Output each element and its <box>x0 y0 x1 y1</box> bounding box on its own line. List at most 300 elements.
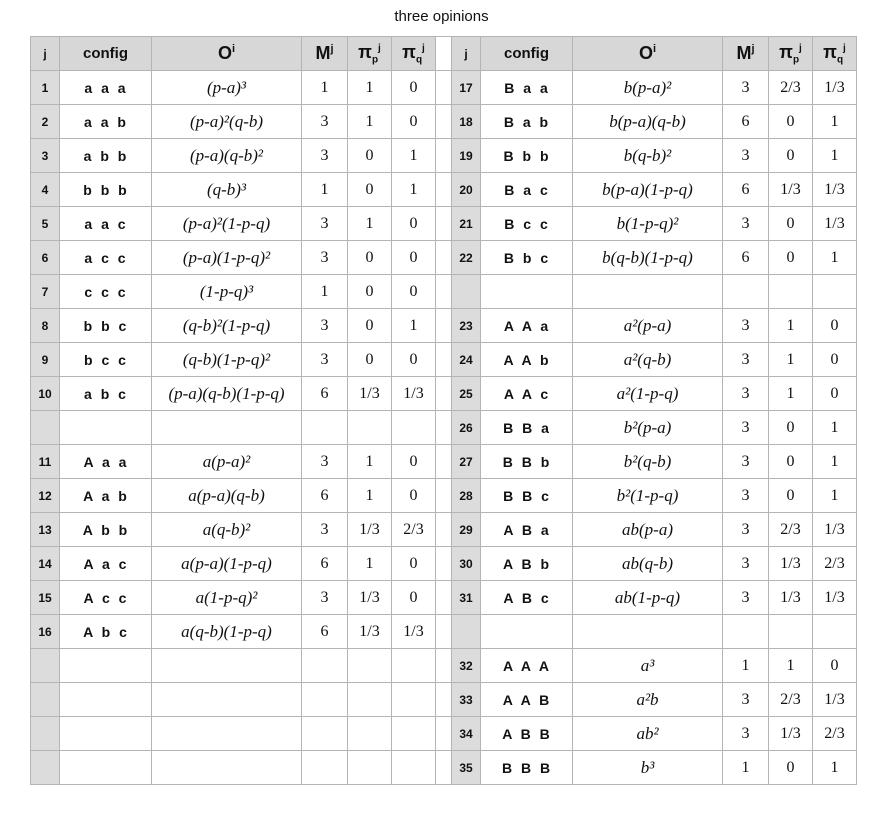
left-multiplicity-cell: 1 <box>302 275 348 309</box>
left-formula-cell: a(p-a)(1-p-q) <box>152 547 302 581</box>
opinions-table <box>30 36 857 785</box>
right-j-cell <box>452 275 481 309</box>
right-pi-q-cell: 1/3 <box>813 513 857 547</box>
right-multiplicity-cell <box>723 615 769 649</box>
right-pi-q-cell: 1 <box>813 411 857 445</box>
right-multiplicity-cell: 1 <box>723 649 769 683</box>
table-row <box>31 751 857 785</box>
left-pi-p-cell: 0 <box>348 139 392 173</box>
left-config-cell: A a c <box>60 547 152 581</box>
right-formula-cell: ab(q-b) <box>573 547 723 581</box>
left-multiplicity-cell: 3 <box>302 513 348 547</box>
left-pi-q-cell: 0 <box>392 547 436 581</box>
right-config-cell: B a c <box>481 173 573 207</box>
column-gap <box>436 547 452 581</box>
right-pi-q-cell: 1/3 <box>813 71 857 105</box>
left-j-cell: 14 <box>31 547 60 581</box>
column-gap <box>436 717 452 751</box>
table-row <box>31 717 857 751</box>
right-multiplicity-cell: 3 <box>723 479 769 513</box>
header-config: config <box>60 37 152 71</box>
right-formula-cell: b²(q-b) <box>573 445 723 479</box>
left-config-cell <box>60 717 152 751</box>
right-j-cell: 30 <box>452 547 481 581</box>
right-pi-q-cell: 1 <box>813 241 857 275</box>
right-pi-p-cell: 1 <box>769 343 813 377</box>
right-pi-q-cell: 1 <box>813 751 857 785</box>
right-config-cell: B b b <box>481 139 573 173</box>
left-pi-q-cell <box>392 649 436 683</box>
left-config-cell: a a c <box>60 207 152 241</box>
right-j-cell: 25 <box>452 377 481 411</box>
right-formula-cell: ab(1-p-q) <box>573 581 723 615</box>
column-gap <box>436 105 452 139</box>
column-gap <box>436 309 452 343</box>
left-pi-p-cell <box>348 411 392 445</box>
right-formula-cell: a³ <box>573 649 723 683</box>
right-multiplicity-cell: 3 <box>723 377 769 411</box>
right-pi-p-cell <box>769 275 813 309</box>
header-j: j <box>31 37 60 71</box>
header-pi-p: $\pi_p^j$ <box>348 37 392 71</box>
left-config-cell: a c c <box>60 241 152 275</box>
right-multiplicity-cell: 3 <box>723 343 769 377</box>
right-multiplicity-cell <box>723 275 769 309</box>
left-multiplicity-cell: 3 <box>302 343 348 377</box>
right-pi-p-cell: 1/3 <box>769 547 813 581</box>
right-multiplicity-cell: 3 <box>723 547 769 581</box>
right-j-cell: 17 <box>452 71 481 105</box>
left-multiplicity-cell: 3 <box>302 309 348 343</box>
left-pi-p-cell: 1/3 <box>348 377 392 411</box>
right-formula-cell: b(p-a)(q-b) <box>573 105 723 139</box>
right-config-cell <box>481 615 573 649</box>
right-formula-cell: a²(q-b) <box>573 343 723 377</box>
left-j-cell: 13 <box>31 513 60 547</box>
left-pi-q-cell: 0 <box>392 207 436 241</box>
right-j-cell: 21 <box>452 207 481 241</box>
right-pi-q-cell: 0 <box>813 649 857 683</box>
right-pi-p-cell: 1/3 <box>769 717 813 751</box>
left-pi-q-cell: 1/3 <box>392 377 436 411</box>
left-pi-p-cell: 1 <box>348 547 392 581</box>
left-j-cell: 2 <box>31 105 60 139</box>
left-formula-cell: (p-a)(q-b)(1-p-q) <box>152 377 302 411</box>
left-pi-p-cell <box>348 751 392 785</box>
left-multiplicity-cell: 3 <box>302 445 348 479</box>
header-m: $M^j$ <box>723 37 769 71</box>
left-multiplicity-cell: 3 <box>302 139 348 173</box>
right-pi-p-cell: 0 <box>769 411 813 445</box>
right-config-cell: A A A <box>481 649 573 683</box>
header-pi-q: $\pi_q^j$ <box>392 37 436 71</box>
left-formula-cell: a(1-p-q)² <box>152 581 302 615</box>
left-j-cell: 10 <box>31 377 60 411</box>
right-pi-q-cell: 1 <box>813 445 857 479</box>
header-m: $M^j$ <box>302 37 348 71</box>
left-formula-cell: (q-b)³ <box>152 173 302 207</box>
left-formula-cell <box>152 717 302 751</box>
left-j-cell <box>31 649 60 683</box>
right-pi-p-cell: 1 <box>769 649 813 683</box>
left-pi-q-cell: 0 <box>392 241 436 275</box>
right-formula-cell: b²(p-a) <box>573 411 723 445</box>
left-j-cell: 1 <box>31 71 60 105</box>
right-config-cell: A B a <box>481 513 573 547</box>
right-pi-q-cell <box>813 275 857 309</box>
column-gap <box>436 207 452 241</box>
header-config: config <box>481 37 573 71</box>
right-config-cell: B B B <box>481 751 573 785</box>
left-formula-cell: a(p-a)(q-b) <box>152 479 302 513</box>
right-formula-cell: b²(1-p-q) <box>573 479 723 513</box>
left-multiplicity-cell <box>302 683 348 717</box>
left-multiplicity-cell: 3 <box>302 581 348 615</box>
right-multiplicity-cell: 6 <box>723 105 769 139</box>
left-j-cell: 6 <box>31 241 60 275</box>
left-pi-q-cell <box>392 411 436 445</box>
left-pi-p-cell: 1 <box>348 207 392 241</box>
right-formula-cell <box>573 615 723 649</box>
right-formula-cell: a²b <box>573 683 723 717</box>
table-row <box>31 649 857 683</box>
right-pi-p-cell: 1/3 <box>769 173 813 207</box>
right-j-cell: 24 <box>452 343 481 377</box>
column-gap <box>436 445 452 479</box>
column-gap <box>436 343 452 377</box>
left-formula-cell: a(q-b)² <box>152 513 302 547</box>
left-formula-cell: (p-a)(q-b)² <box>152 139 302 173</box>
left-multiplicity-cell: 1 <box>302 173 348 207</box>
right-pi-q-cell: 1 <box>813 479 857 513</box>
right-multiplicity-cell: 6 <box>723 173 769 207</box>
column-gap <box>436 615 452 649</box>
table-row <box>31 479 857 513</box>
table-row <box>31 683 857 717</box>
right-multiplicity-cell: 6 <box>723 241 769 275</box>
right-formula-cell: b(q-b)² <box>573 139 723 173</box>
left-multiplicity-cell: 3 <box>302 105 348 139</box>
left-pi-q-cell: 0 <box>392 479 436 513</box>
table-row <box>31 241 857 275</box>
column-gap <box>436 649 452 683</box>
left-pi-p-cell: 1/3 <box>348 513 392 547</box>
left-pi-q-cell: 0 <box>392 581 436 615</box>
right-config-cell: A A b <box>481 343 573 377</box>
right-multiplicity-cell: 3 <box>723 207 769 241</box>
left-pi-q-cell: 1 <box>392 173 436 207</box>
left-formula-cell: (p-a)²(q-b) <box>152 105 302 139</box>
left-j-cell: 11 <box>31 445 60 479</box>
table-row <box>31 139 857 173</box>
table-row <box>31 547 857 581</box>
column-gap <box>436 513 452 547</box>
header-row <box>31 37 857 71</box>
left-pi-p-cell: 1 <box>348 105 392 139</box>
right-config-cell: A B c <box>481 581 573 615</box>
right-multiplicity-cell: 1 <box>723 751 769 785</box>
right-config-cell: A A a <box>481 309 573 343</box>
right-config-cell: B B b <box>481 445 573 479</box>
right-formula-cell: ab(p-a) <box>573 513 723 547</box>
left-config-cell: b b b <box>60 173 152 207</box>
right-formula-cell: ab² <box>573 717 723 751</box>
left-config-cell: a a a <box>60 71 152 105</box>
header-o: $O^i$ <box>573 37 723 71</box>
left-pi-q-cell: 0 <box>392 445 436 479</box>
left-pi-q-cell: 1 <box>392 309 436 343</box>
left-formula-cell: a(q-b)(1-p-q) <box>152 615 302 649</box>
right-pi-p-cell: 0 <box>769 445 813 479</box>
header-j: j <box>452 37 481 71</box>
right-config-cell: A A B <box>481 683 573 717</box>
column-gap <box>436 275 452 309</box>
right-formula-cell: b(q-b)(1-p-q) <box>573 241 723 275</box>
right-formula-cell: b(1-p-q)² <box>573 207 723 241</box>
right-j-cell: 18 <box>452 105 481 139</box>
left-pi-q-cell <box>392 683 436 717</box>
right-config-cell: B c c <box>481 207 573 241</box>
column-gap <box>436 71 452 105</box>
left-pi-q-cell: 1/3 <box>392 615 436 649</box>
right-j-cell: 23 <box>452 309 481 343</box>
left-pi-q-cell <box>392 717 436 751</box>
left-j-cell: 5 <box>31 207 60 241</box>
left-multiplicity-cell: 6 <box>302 377 348 411</box>
left-pi-p-cell: 1 <box>348 479 392 513</box>
column-gap <box>436 241 452 275</box>
left-multiplicity-cell: 3 <box>302 241 348 275</box>
left-multiplicity-cell <box>302 411 348 445</box>
right-pi-q-cell: 2/3 <box>813 717 857 751</box>
left-pi-q-cell: 0 <box>392 343 436 377</box>
left-formula-cell <box>152 683 302 717</box>
right-pi-p-cell: 0 <box>769 751 813 785</box>
column-gap <box>436 411 452 445</box>
table-row <box>31 71 857 105</box>
column-gap <box>436 479 452 513</box>
left-formula-cell: (p-a)²(1-p-q) <box>152 207 302 241</box>
header-o: $O^i$ <box>152 37 302 71</box>
right-j-cell <box>452 615 481 649</box>
left-multiplicity-cell <box>302 649 348 683</box>
right-multiplicity-cell: 3 <box>723 71 769 105</box>
right-pi-q-cell: 0 <box>813 377 857 411</box>
left-config-cell: a a b <box>60 105 152 139</box>
table-row <box>31 513 857 547</box>
left-pi-p-cell: 1/3 <box>348 615 392 649</box>
right-multiplicity-cell: 3 <box>723 139 769 173</box>
table-title: three opinions <box>394 8 489 25</box>
right-pi-q-cell <box>813 615 857 649</box>
right-pi-p-cell: 0 <box>769 105 813 139</box>
right-pi-q-cell: 2/3 <box>813 547 857 581</box>
left-multiplicity-cell <box>302 717 348 751</box>
left-pi-p-cell: 1 <box>348 71 392 105</box>
right-j-cell: 33 <box>452 683 481 717</box>
left-config-cell: b b c <box>60 309 152 343</box>
left-config-cell: A b c <box>60 615 152 649</box>
left-pi-q-cell: 2/3 <box>392 513 436 547</box>
left-multiplicity-cell: 6 <box>302 479 348 513</box>
right-formula-cell: a²(1-p-q) <box>573 377 723 411</box>
table-row <box>31 445 857 479</box>
right-multiplicity-cell: 3 <box>723 683 769 717</box>
left-multiplicity-cell: 6 <box>302 547 348 581</box>
left-config-cell: a b c <box>60 377 152 411</box>
left-j-cell: 9 <box>31 343 60 377</box>
left-j-cell <box>31 717 60 751</box>
column-gap <box>436 139 452 173</box>
right-multiplicity-cell: 3 <box>723 581 769 615</box>
left-pi-p-cell <box>348 717 392 751</box>
left-pi-p-cell: 1 <box>348 445 392 479</box>
right-pi-q-cell: 1 <box>813 139 857 173</box>
right-formula-cell: a²(p-a) <box>573 309 723 343</box>
right-pi-p-cell: 2/3 <box>769 683 813 717</box>
left-config-cell <box>60 683 152 717</box>
right-pi-p-cell: 0 <box>769 207 813 241</box>
left-formula-cell: (p-a)(1-p-q)² <box>152 241 302 275</box>
right-config-cell: B b c <box>481 241 573 275</box>
right-config-cell: B a b <box>481 105 573 139</box>
right-pi-p-cell: 1 <box>769 377 813 411</box>
left-pi-p-cell: 1/3 <box>348 581 392 615</box>
table-row <box>31 581 857 615</box>
right-j-cell: 32 <box>452 649 481 683</box>
right-multiplicity-cell: 3 <box>723 309 769 343</box>
left-pi-q-cell: 0 <box>392 275 436 309</box>
right-multiplicity-cell: 3 <box>723 411 769 445</box>
left-formula-cell <box>152 649 302 683</box>
right-j-cell: 28 <box>452 479 481 513</box>
left-pi-p-cell: 0 <box>348 173 392 207</box>
left-config-cell: A b b <box>60 513 152 547</box>
left-j-cell: 16 <box>31 615 60 649</box>
right-formula-cell: b(p-a)² <box>573 71 723 105</box>
right-config-cell: A B B <box>481 717 573 751</box>
left-pi-q-cell: 0 <box>392 105 436 139</box>
left-config-cell: A c c <box>60 581 152 615</box>
left-config-cell: a b b <box>60 139 152 173</box>
right-j-cell: 20 <box>452 173 481 207</box>
right-config-cell: B B a <box>481 411 573 445</box>
column-gap <box>436 751 452 785</box>
table-row <box>31 411 857 445</box>
right-formula-cell: b(p-a)(1-p-q) <box>573 173 723 207</box>
left-j-cell: 3 <box>31 139 60 173</box>
right-pi-q-cell: 0 <box>813 309 857 343</box>
left-pi-p-cell: 0 <box>348 343 392 377</box>
table-row <box>31 275 857 309</box>
right-formula-cell <box>573 275 723 309</box>
right-multiplicity-cell: 3 <box>723 513 769 547</box>
left-config-cell: c c c <box>60 275 152 309</box>
header-pi-p: $\pi_p^j$ <box>769 37 813 71</box>
left-pi-p-cell <box>348 649 392 683</box>
right-pi-p-cell: 2/3 <box>769 71 813 105</box>
left-pi-p-cell: 0 <box>348 309 392 343</box>
right-config-cell: B a a <box>481 71 573 105</box>
right-pi-p-cell: 0 <box>769 479 813 513</box>
column-gap <box>436 37 452 71</box>
left-pi-q-cell: 1 <box>392 139 436 173</box>
left-j-cell: 15 <box>31 581 60 615</box>
left-formula-cell <box>152 411 302 445</box>
column-gap <box>436 173 452 207</box>
left-config-cell: A a a <box>60 445 152 479</box>
left-formula-cell <box>152 751 302 785</box>
right-pi-p-cell: 1/3 <box>769 581 813 615</box>
left-formula-cell: (q-b)²(1-p-q) <box>152 309 302 343</box>
left-config-cell <box>60 649 152 683</box>
column-gap <box>436 581 452 615</box>
table-row <box>31 105 857 139</box>
right-multiplicity-cell: 3 <box>723 717 769 751</box>
right-config-cell: B B c <box>481 479 573 513</box>
right-formula-cell: b³ <box>573 751 723 785</box>
left-j-cell: 8 <box>31 309 60 343</box>
right-pi-p-cell <box>769 615 813 649</box>
left-config-cell <box>60 751 152 785</box>
right-pi-q-cell: 1 <box>813 105 857 139</box>
right-j-cell: 35 <box>452 751 481 785</box>
right-config-cell: A A c <box>481 377 573 411</box>
left-config-cell: b c c <box>60 343 152 377</box>
right-multiplicity-cell: 3 <box>723 445 769 479</box>
left-formula-cell: (p-a)³ <box>152 71 302 105</box>
right-config-cell <box>481 275 573 309</box>
table-row <box>31 173 857 207</box>
left-multiplicity-cell: 3 <box>302 207 348 241</box>
right-pi-p-cell: 0 <box>769 139 813 173</box>
header-pi-q: $\pi_q^j$ <box>813 37 857 71</box>
right-config-cell: A B b <box>481 547 573 581</box>
right-pi-q-cell: 1/3 <box>813 683 857 717</box>
right-j-cell: 34 <box>452 717 481 751</box>
right-j-cell: 19 <box>452 139 481 173</box>
right-pi-q-cell: 1/3 <box>813 173 857 207</box>
left-j-cell: 7 <box>31 275 60 309</box>
left-pi-p-cell: 0 <box>348 275 392 309</box>
left-multiplicity-cell <box>302 751 348 785</box>
column-gap <box>436 377 452 411</box>
left-config-cell <box>60 411 152 445</box>
left-formula-cell: a(p-a)² <box>152 445 302 479</box>
left-j-cell: 4 <box>31 173 60 207</box>
table-row <box>31 615 857 649</box>
right-pi-p-cell: 0 <box>769 241 813 275</box>
right-pi-q-cell: 1/3 <box>813 207 857 241</box>
right-j-cell: 27 <box>452 445 481 479</box>
left-formula-cell: (q-b)(1-p-q)² <box>152 343 302 377</box>
left-j-cell <box>31 751 60 785</box>
left-pi-p-cell: 0 <box>348 241 392 275</box>
left-multiplicity-cell: 6 <box>302 615 348 649</box>
right-pi-p-cell: 2/3 <box>769 513 813 547</box>
left-j-cell <box>31 411 60 445</box>
right-pi-q-cell: 0 <box>813 343 857 377</box>
left-pi-p-cell <box>348 683 392 717</box>
table-row <box>31 377 857 411</box>
left-j-cell <box>31 683 60 717</box>
left-j-cell: 12 <box>31 479 60 513</box>
left-pi-q-cell: 0 <box>392 71 436 105</box>
table-row <box>31 343 857 377</box>
right-pi-q-cell: 1/3 <box>813 581 857 615</box>
right-j-cell: 22 <box>452 241 481 275</box>
left-formula-cell: (1-p-q)³ <box>152 275 302 309</box>
